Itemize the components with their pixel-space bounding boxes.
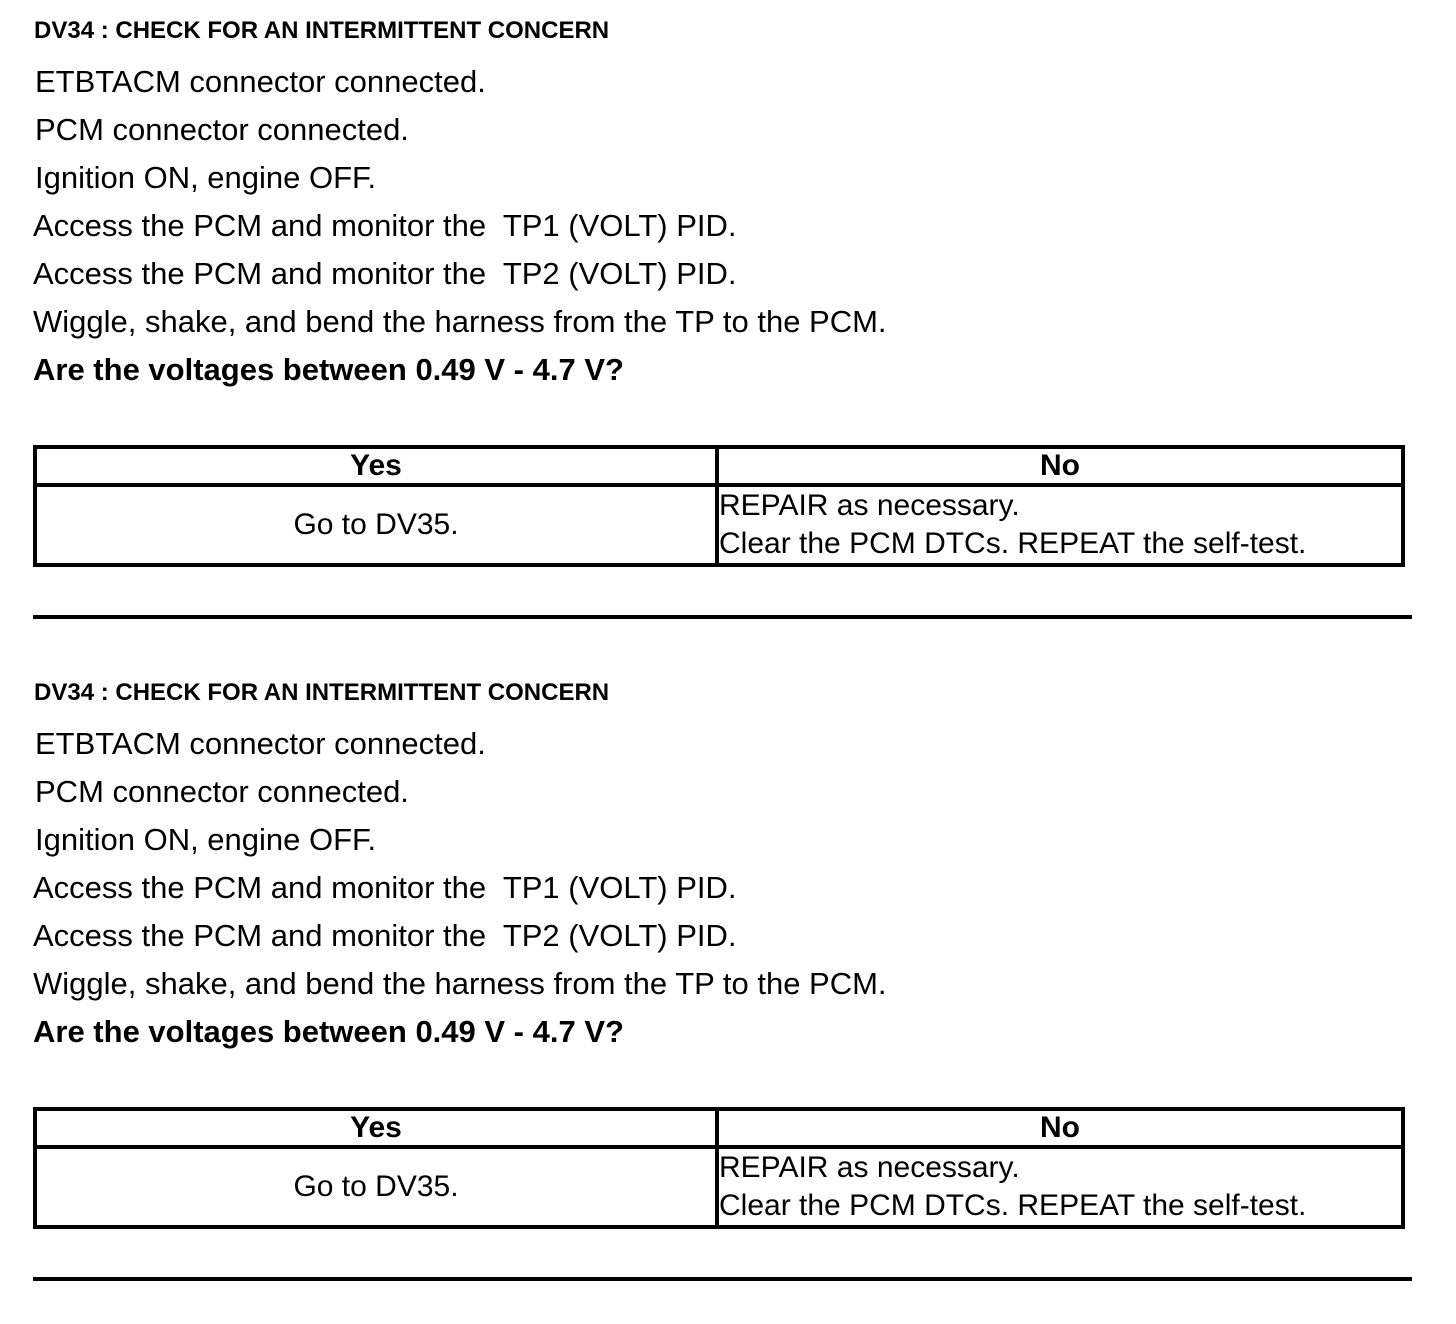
step-line: Ignition ON, engine OFF. <box>35 822 377 857</box>
no-action-line: REPAIR as necessary. <box>719 1151 1020 1184</box>
no-action-cell <box>717 1147 1403 1227</box>
step-line: Wiggle, shake, and bend the harness from the TP to the PCM. <box>33 304 887 339</box>
no-header: No <box>717 447 1403 485</box>
section-divider <box>33 1277 1412 1281</box>
result-table <box>33 1107 1405 1229</box>
yes-action: Go to DV35. <box>35 1147 717 1227</box>
result-table <box>33 445 1405 567</box>
step-line: ETBTACM connector connected. <box>35 64 486 99</box>
section-divider <box>33 615 1412 619</box>
step-line: Wiggle, shake, and bend the harness from the TP to the PCM. <box>33 966 887 1001</box>
step-line: Ignition ON, engine OFF. <box>35 160 377 195</box>
yes-action: Go to DV35. <box>35 485 717 565</box>
no-action-cell <box>717 485 1403 565</box>
yes-header: Yes <box>35 1109 717 1147</box>
no-action-line: Clear the PCM DTCs. REPEAT the self-test. <box>719 1189 1307 1222</box>
step-line: Access the PCM and monitor the TP2 (VOLT) PID. <box>33 256 737 291</box>
no-action-line: REPAIR as necessary. <box>719 489 1020 522</box>
step-title: DV34 : CHECK FOR AN INTERMITTENT CONCERN <box>34 17 610 44</box>
no-header: No <box>717 1109 1403 1147</box>
no-action-line: Clear the PCM DTCs. REPEAT the self-test. <box>719 527 1307 560</box>
test-question: Are the voltages between 0.49 V - 4.7 V? <box>33 352 624 387</box>
yes-header: Yes <box>35 447 717 485</box>
step-line: Access the PCM and monitor the TP1 (VOLT) PID. <box>33 208 737 243</box>
step-line: Access the PCM and monitor the TP1 (VOLT) PID. <box>33 870 737 905</box>
step-title: DV34 : CHECK FOR AN INTERMITTENT CONCERN <box>34 679 610 706</box>
step-line: Access the PCM and monitor the TP2 (VOLT) PID. <box>33 918 737 953</box>
step-line: PCM connector connected. <box>35 774 409 809</box>
test-question: Are the voltages between 0.49 V - 4.7 V? <box>33 1014 624 1049</box>
step-line: PCM connector connected. <box>35 112 409 147</box>
step-line: ETBTACM connector connected. <box>35 726 486 761</box>
diagnostic-step-section <box>0 662 1456 1324</box>
